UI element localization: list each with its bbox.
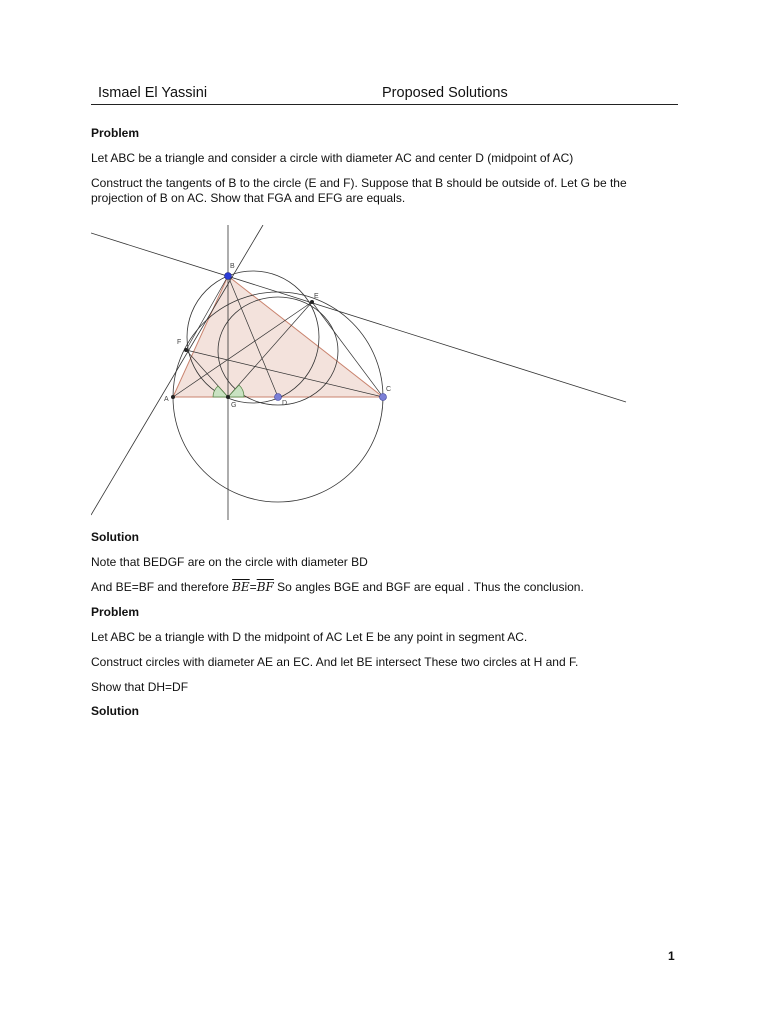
page-number: 1	[668, 949, 675, 963]
problem2-line3: Show that DH=DF	[91, 680, 189, 694]
problem1-heading: Problem	[91, 126, 140, 140]
point-g	[226, 395, 230, 399]
label-d: D	[282, 400, 288, 407]
geometry-diagram	[91, 225, 631, 523]
solution1-heading: Solution	[91, 530, 139, 544]
problem2-heading: Problem	[91, 605, 140, 619]
equals-sign: =	[249, 580, 257, 594]
tangent-line-be	[91, 233, 626, 402]
point-d	[275, 394, 282, 401]
label-a: A	[164, 396, 169, 403]
label-f: F	[177, 339, 182, 346]
problem1-statement: Let ABC be a triangle and consider a circle with diameter AC and center D (midpoint of AC)	[91, 151, 574, 165]
solution1-line2-pre: And BE=BF and therefore	[91, 580, 233, 594]
point-e	[310, 300, 314, 304]
label-c: C	[386, 386, 392, 393]
geometry-figure	[91, 225, 631, 528]
label-g: G	[231, 402, 237, 409]
solution1-line2-post: So angles BGE and BGF are equal . Thus the conclusion.	[273, 580, 584, 594]
problem2-line1: Let ABC be a triangle with D the midpoint of AC Let E be any point in segment AC.	[91, 630, 528, 644]
point-a	[171, 395, 175, 399]
solution1-line2	[91, 580, 681, 595]
label-e: E	[314, 293, 319, 300]
triangle-abc	[173, 276, 383, 397]
solution1-line1: Note that BEDGF are on the circle with diameter BD	[91, 555, 368, 569]
point-f	[184, 348, 188, 352]
point-c	[380, 394, 387, 401]
problem1-construction: Construct the tangents of B to the circle (E and F). Suppose that B should be outside of. Let G be the	[91, 176, 627, 190]
problem1-question: projection of B on AC. Show that FGA and EFG are equals.	[91, 191, 406, 205]
arc-bf: $\overline{BF}$	[256, 580, 274, 594]
page-header	[91, 84, 678, 105]
point-b	[225, 273, 232, 280]
solution2-heading: Solution	[91, 704, 139, 718]
arc-be: $\overline{BE}$	[232, 580, 250, 594]
label-b: B	[230, 263, 235, 270]
problem2-line2: Construct circles with diameter AE an EC. And let BE intersect These two circles at H and F.	[91, 655, 579, 669]
author-name: Ismael El Yassini	[98, 85, 208, 101]
document-title: Proposed Solutions	[382, 85, 508, 101]
